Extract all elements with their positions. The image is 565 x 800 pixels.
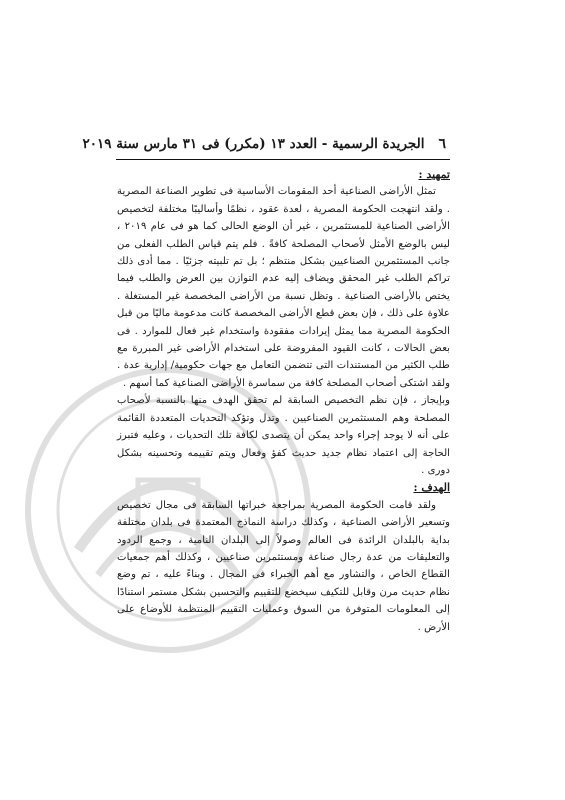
goal-paragraph-1: ولقد قامت الحكومة المصرية بمراجعة خبراتها السابقة فى مجال تخصيص وتسعير الأراضى الصناعية ، وكذلك دراسة النماذج المعتمدة فى بلدان مختلفة بداية بالبلدان الرائدة فى العالم وصولاً إلى البلدان النامية ، وجمع الردود والتعليقات من عدة رجال صناعة ومستثمرين صناعيين ، وكذلك أهم جمعيات القطاع الخاص ، والتشاور مع أهم الخبراء فى المجال . وبناءً عليه ، تم وضع نظام حديث مرن وقابل للتكيف سيخضع للتقييم والتحسين بشكل مستمر استنادًا إلى المعلومات المتوفرة من السوق وعمليات التقييم المنتظمة للأوضاع على الأرض . <box>117 499 450 633</box>
page-header <box>82 136 446 156</box>
header-title: الجريدة الرسمية - العدد ١٣ (مكرر) فى ٣١ مارس سنة ٢٠١٩ <box>82 136 425 152</box>
header-rule <box>116 159 450 160</box>
intro-paragraph-2: وبإيجاز ، فإن نظم التخصيص السابقة لم تحقق الهدف منها بالنسبة لأصحاب المصلحة وهم المستثمرين الصناعيين . وتدل وتؤكد التحديات المتعددة القائمة على أنه لا يوجد إجراء واحد يمكن أن يتصدى لكافة تلك التحديات ، وعليه فتبرز الحاجة إلى اعتماد نظام جديد حديث كفؤ وفعال ويتم تقييمه وتحسينه بشكل دورى . <box>117 395 450 476</box>
page-number: ٦ <box>438 136 446 152</box>
goal-heading: الهدف : <box>413 481 450 495</box>
intro-heading: تمهيد : <box>418 168 450 181</box>
document-body <box>117 166 450 636</box>
intro-paragraph-1: تمثل الأراضى الصناعية أحد المقومات الأساسية فى تطوير الصناعة المصرية . ولقد انتهجت الحكومة المصرية ، لعدة عقود ، نظمًا وأساليبًا مختلفة لتخصيص الأراضى الصناعية للمستثمرين ، غير أن الوضع الحالى كما هو فى عام ٢٠١٩ ، ليس بالوضع الأمثل لأصحاب المصلحة كافةً . فلم يتم قياس الطلب الفعلى من جانب المستثمرين الصناعيين بشكل منتظم ؛ بل تم تلبيته جزئيًا . مما أدى ذلك تراكم الطلب غير المحقق ويضاف إليه عدم التوازن بين العرض والطلب فيما يختص بالأراضى الصناعية . وتظل نسبة من الأراضى المخصصة غير المستغلة . علاوة على ذلك ، فإن بعض قطع الأراضى المخصصة كانت مدعومة ماليًا من قبل الحكومة المصرية مما يمثل إيرادات مفقودة واستخدام غير فعال للموارد . فى بعض الحالات ، كانت القيود المفروضة على استخدام الأراضى غير المبررة مع طلب الكثير من المستندات التى تتضمن التعامل مع جهات حكومية/ إدارية عدة . ولقد اشتكى أصحاب المصلحة كافة من سماسرة الأراضى الصناعية كما أسهم . <box>117 186 451 389</box>
